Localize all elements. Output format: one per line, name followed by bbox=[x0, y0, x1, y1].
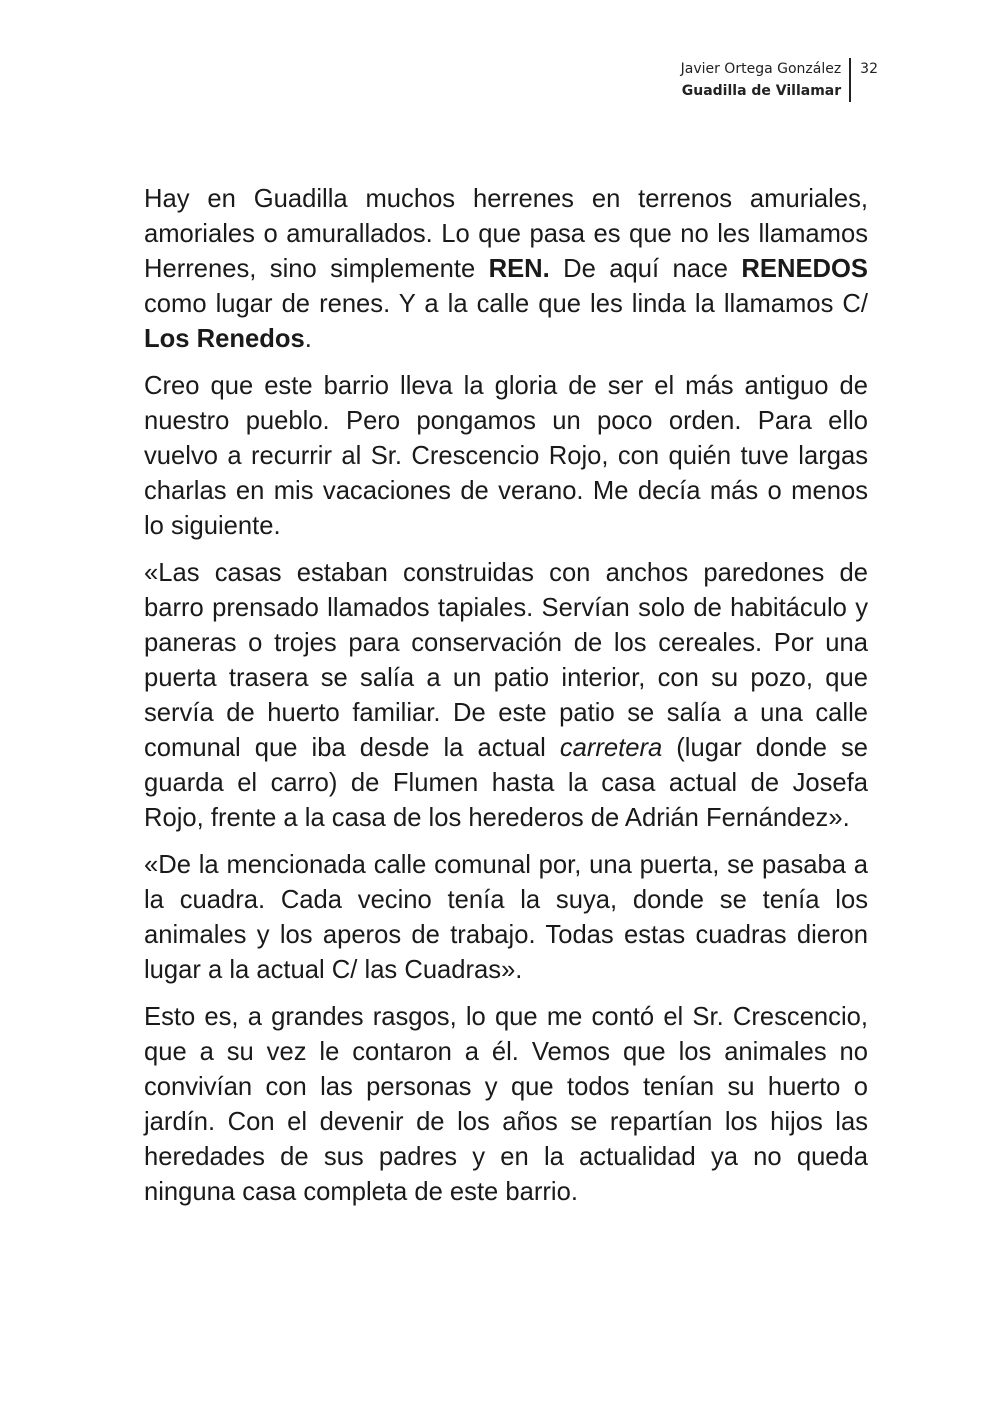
header-book-title: Guadilla de Villamar bbox=[681, 83, 842, 99]
paragraph-3 bbox=[144, 556, 868, 836]
header-author: Javier Ortega González bbox=[680, 61, 842, 77]
text-run: De aquí nace bbox=[549, 255, 742, 283]
text-run: Hay en Guadilla muchos herrenes en terrenos amuriales, amoriales o amurallados. Lo que pasa es que no les llamamos Herrenes, sino simplemente bbox=[144, 185, 868, 283]
text-run: . bbox=[304, 325, 312, 353]
page-header bbox=[681, 58, 878, 102]
page-number: 32 bbox=[860, 61, 878, 77]
paragraph-4: «De la mencionada calle comunal por, una puerta, se pasaba a la cuadra. Cada vecino tenía la suya, donde se tenía los animales y los aperos de trabajo. Todas estas cuadras dieron lugar a la actual C/ las Cuadras». bbox=[144, 851, 868, 984]
italic-term-carretera: carretera bbox=[559, 734, 663, 762]
header-text-block bbox=[681, 58, 850, 102]
paragraph-5: Esto es, a grandes rasgos, lo que me contó el Sr. Crescencio, que a su vez le contaron a él. Vemos que los animales no convivían con las personas y que todos tenían su huerto o jardín. Con el devenir de los años se repartían los hijos las heredades de sus padres y en la actualidad ya no queda ninguna casa completa de este barrio. bbox=[144, 1003, 868, 1206]
bold-term-ren: REN. bbox=[488, 255, 550, 283]
bold-street-name: Los Renedos bbox=[144, 325, 305, 353]
bold-term-renedos: RENEDOS bbox=[741, 255, 868, 283]
text-run: «Las casas estaban construidas con anchos paredones de barro prensado llamados tapiales. Servían solo de habitáculo y paneras o trojes para conservación de los cereales. Por una puerta trasera se salía a un patio interior, con su pozo, que servía de huerto familiar. De este patio se salía a una calle comunal que iba desde la actual bbox=[144, 559, 868, 762]
paragraph-2: Creo que este barrio lleva la gloria de ser el más antiguo de nuestro pueblo. Pero pongamos un poco orden. Para ello vuelvo a recurrir al Sr. Crescencio Rojo, con quién tuve largas charlas en mis vacaciones de verano. Me decía más o menos lo siguiente. bbox=[144, 372, 868, 540]
text-run: como lugar de renes. Y a la calle que les linda la llamamos C/ bbox=[144, 290, 868, 318]
text-run: (lugar donde se guarda el carro) de Flumen hasta la casa actual de Josefa Rojo, frente a la casa de los herederos de Adrián Fernández». bbox=[144, 734, 868, 832]
paragraph-1 bbox=[144, 182, 868, 357]
body-text bbox=[144, 182, 868, 1222]
